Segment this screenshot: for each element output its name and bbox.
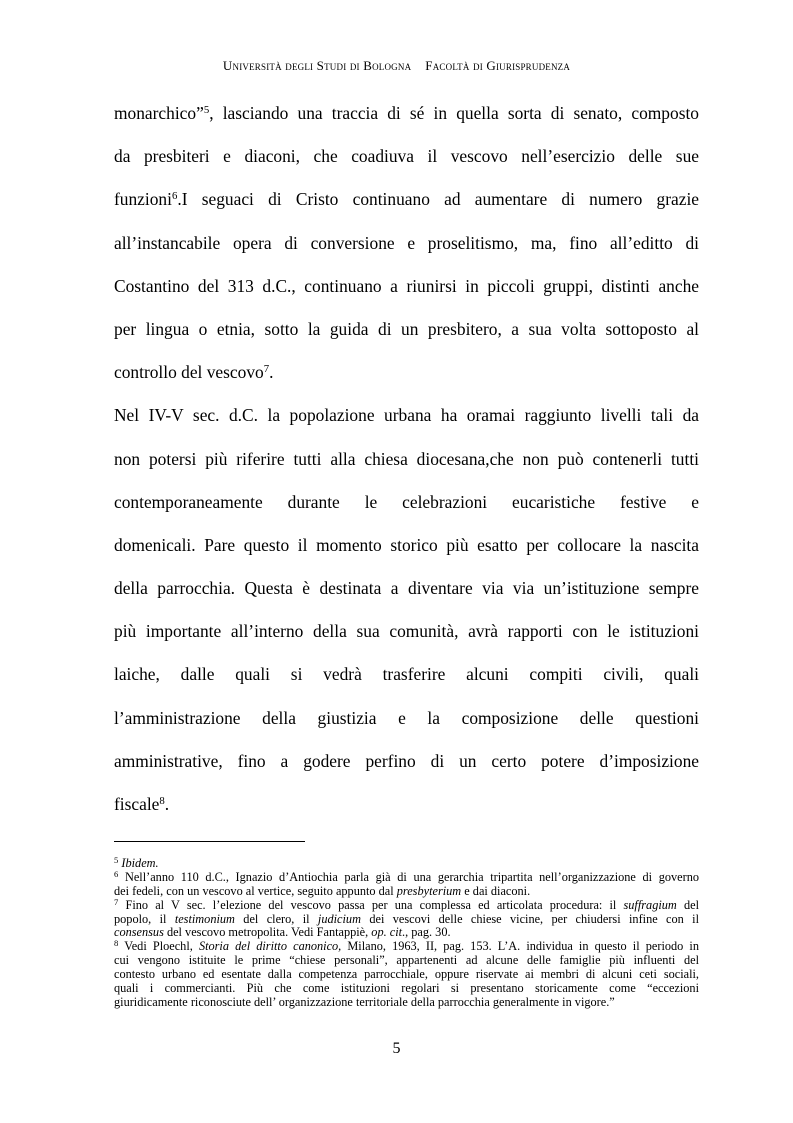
footnote-ref-7: 7: [263, 363, 270, 376]
footnote-6: $^6$ Nell’anno 110 d.C., Ignazio d’Antiochia parla già di una gerarchia tripartita nell’organizzazione di governo dei fedeli, con un vescovo al vertice, seguito appunto dal presbyterium e dai diaconi.: [114, 869, 700, 898]
footnotes: [114, 857, 699, 1010]
text-line: della parrocchia. Questa è destinata a diventare via via un’istituzione sempre: [114, 578, 699, 599]
text-line: domenicali. Pare questo il momento storico più esatto per collocare la nascita: [114, 534, 699, 555]
text-line: all’instancabile opera di conversione e proselitismo, ma, fino all’editto di: [114, 232, 699, 253]
footnote-ref-6: 6: [171, 190, 178, 203]
footnote-5: $^5$ Ibidem.: [114, 855, 159, 870]
footnote-ref-8: 8: [159, 795, 165, 808]
header-university: Università degli Studi di Bologna: [222, 58, 412, 73]
text-line: contemporaneamente durante le celebrazioni eucaristiche festive e: [114, 491, 699, 512]
footnote-separator: [114, 841, 305, 842]
text-line: per lingua o etnia, sotto la guida di un presbitero, a sua volta sottoposto al: [114, 318, 699, 339]
footnote-7: $^7$ Fino al V sec. l’elezione del vescovo passa per una complessa ed articolata procedura: il suffragium del popolo, il testimonium del clero, il judicium dei vescovi delle chiese vicine, per chiudersi infine con il consensus del vescovo metropolita. Vedi Fantappiè, op. cit., pag. 30.: [114, 896, 700, 940]
footnote-ref-5: 5: [203, 104, 210, 117]
text-line: l’amministrazione della giustizia e la composizione delle questioni: [114, 707, 699, 728]
text-line: amministrative, fino a godere perfino di un certo potere d’imposizione: [114, 750, 699, 771]
text-line: Nel IV-V sec. d.C. la popolazione urbana ha oramai raggiunto livelli tali da: [114, 405, 699, 426]
text-line: monarchico”$^5$, lasciando una traccia di sé in quella sorta di senato, composto: [114, 103, 699, 123]
text-line: funzioni$^6$.I seguaci di Cristo continuano ad aumentare di numero grazie: [114, 189, 699, 210]
header-faculty: Facoltà di Giurisprudenza: [425, 58, 571, 73]
text-line: fiscale$^8$.: [114, 794, 170, 814]
text-line: da presbiteri e diaconi, che coadiuva il vescovo nell’esercizio delle sue: [114, 146, 699, 167]
text-line: laiche, dalle quali si vedrà trasferire alcuni compiti civili, quali: [114, 664, 699, 685]
text-line: non potersi più riferire tutti alla chiesa diocesana,che non può contenerli tutti: [114, 448, 699, 469]
page-number: 5: [392, 1040, 401, 1057]
running-header: [0, 58, 793, 74]
footnote-8: $^8$ Vedi Ploechl, Storia del diritto canonico, Milano, 1963, II, pag. 153. L’A. individua in questo il periodo in cui vengono istituite le prime “chiese personali”, appartenenti ad alcune delle famiglie più influenti del contesto urbano ed esentate dalla competenza parrocchiale, oppure riservate ai membri di alcuni ceti sociali, quali i commercianti. Più che come istituzioni regolari si presentano storicamente come “eccezioni giuridicamente riconosciute dell’ organizzazione territoriale della parrocchia generalmente in vigore.”: [114, 938, 699, 1009]
text-line: più importante all’interno della sua comunità, avrà rapporti con le istituzioni: [114, 621, 699, 642]
text-line: Costantino del 313 d.C., continuano a riunirsi in piccoli gruppi, distinti anche: [114, 275, 699, 296]
body-text: [114, 92, 699, 826]
text-line: controllo del vescovo$^7$.: [114, 362, 274, 383]
